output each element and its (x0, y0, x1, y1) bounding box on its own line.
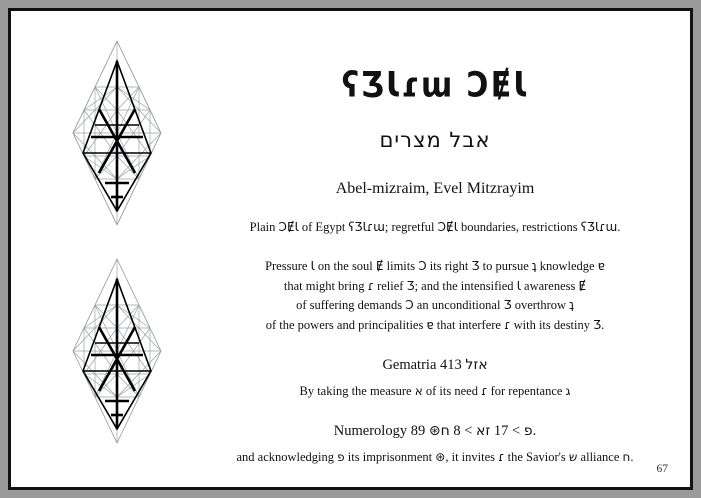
page-number: 67 (656, 463, 668, 475)
page-content (11, 11, 690, 487)
meaning-line: of suffering demands Ɔ an unconditional Ʒ overthrow ʇ (296, 298, 574, 313)
lattice-diamond-sigil-bottom-glyph (83, 279, 151, 429)
gematria-heading: Gematria 413 אזל (382, 356, 488, 373)
meaning-line: Pressure Ɩ on the soul Ɇ limits Ɔ its right Ʒ to pursue ʇ knowledge ɐ (265, 259, 605, 274)
gematria-line: By taking the measure א of its need ɾ for repentance ג (299, 383, 571, 398)
page-title-glyph: ʕƷƖɾɯ ƆɆƖ (341, 65, 529, 106)
page-title-hebrew: אבל מצרים (379, 128, 491, 152)
page-title-transliteration: Abel-mizraim, Evel Mitzrayim (335, 180, 535, 197)
numerology-heading: Numerology 89 ⊛פ > 17 זא > 8 ח . (333, 422, 537, 439)
numerology-line: and acknowledging פ its imprisonment ⊛, it invites ɾ the Savior's ש alliance ח. (236, 449, 634, 464)
sigil-group (47, 33, 187, 463)
sigil-column (47, 33, 187, 463)
page-frame (8, 8, 693, 490)
lattice-diamond-sigil-top-glyph (83, 61, 151, 211)
text-column (197, 51, 673, 466)
definition-paragraph: Plain ƆɆƖ of Egypt ʕƷƖɾɯ; regretful ƆɆƖ boundaries, restrictions ʕƷƖɾɯ. (249, 220, 621, 234)
meaning-line: that might bring ɾ relief Ʒ; and the intensified Ɩ awareness Ɇ (283, 278, 587, 293)
meaning-line: of the powers and principalities ɐ that interfere ɾ with its destiny Ʒ. (265, 317, 605, 332)
meaning-paragraph (197, 257, 673, 335)
